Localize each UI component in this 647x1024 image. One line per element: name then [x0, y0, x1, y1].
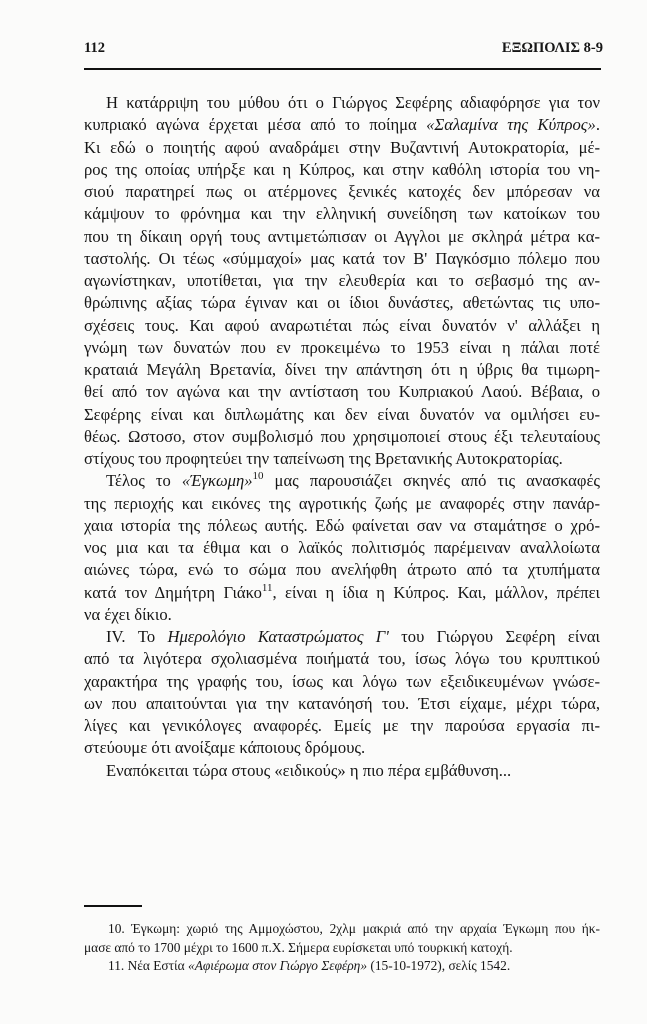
text-line — [84, 939, 600, 958]
text-segment: στεύουμε ότι ανοίξαμε κάποιους δρόμους. — [84, 738, 366, 758]
text-segment: κραταιά Μεγάλη Βρετανία, δίνει την απάντηση ότι η ύβρις θα τιμωρη- — [84, 360, 600, 379]
text-segment: 10. Έγκωμη: χωριό της Αμμοχώστου, 2χλμ μακριά από την αρχαία Έγκωμη που ήκ- — [108, 921, 600, 936]
text-segment: Κι εδώ ο ποιητής αφού αναδράμει στην Βυζαντινή Αυτοκρατορία, μέ- — [84, 137, 600, 157]
text-segment: Σεφέρης είναι και διπλωμάτης και δεν είναι δυνατόν να ομιλήσει ευ- — [84, 404, 600, 424]
text-line — [84, 537, 600, 559]
text-line — [84, 559, 600, 581]
text-line — [84, 359, 600, 381]
footnotes — [84, 920, 600, 976]
text-line — [84, 404, 600, 426]
text-segment: σχέσεις τους. Και αφού αναρωτιέται πώς είναι δυνατόν ν' αλλάξει η — [84, 315, 600, 335]
text-line — [84, 737, 600, 759]
text-line — [84, 248, 600, 270]
text-line — [84, 92, 600, 114]
text-segment: αιώνες τώρα, ενώ το σώμα που ανελήφθη άτρωτο από τα χτυπήματα — [84, 560, 600, 580]
text-segment: θεί από τον αγώνα και την αντίσταση του Κυπριακού Λαού. Βέβαια, ο — [84, 382, 600, 402]
paragraph — [84, 92, 600, 470]
text-line — [84, 270, 600, 292]
footnote — [84, 957, 600, 976]
text-line — [84, 470, 600, 492]
text-segment: Εναπόκειται τώρα στους «ειδικούς» η πιο πέρα εμβάθυνση... — [106, 760, 512, 780]
italic-title: «Σαλαμίνα της Κύπρος» — [426, 115, 596, 135]
paragraph — [84, 760, 600, 782]
text-segment: Η κατάρριψη του μύθου ότι ο Γιώργος Σεφέρης αδιαφόρησε για τον — [106, 93, 600, 112]
text-line — [84, 493, 600, 515]
text-line — [84, 604, 600, 626]
text-line — [84, 648, 600, 670]
text-line — [84, 203, 600, 225]
text-segment: χαρακτήρα της γραφής του, ίσως και λόγω των εξειδικευμένων γνώσε- — [84, 671, 600, 691]
text-segment: της περιοχής και εικόνες της αγροτικής ζωής με αναφορές στην πανάρ- — [84, 493, 600, 513]
text-segment: κυπριακό αγώνα έρχεται μέσα από το ποίημα — [84, 115, 427, 135]
text-segment: IV. Το — [106, 627, 168, 646]
text-line — [84, 315, 600, 337]
text-segment: από τα λιγότερα σχολιασμένα ποιήματά του, ίσως λόγω του κρυπτικού — [84, 649, 600, 669]
text-segment: 11. Νέα Εστία — [108, 958, 188, 974]
text-segment: χαια ιστορία της πόλεως αυτής. Εδώ φαίνεται σαν να σταμάτησε ο χρό- — [84, 515, 600, 535]
text-segment: Τέλος το — [106, 471, 182, 491]
text-line — [84, 760, 600, 782]
body-text — [84, 92, 600, 782]
text-segment: ων που απαιτούνται για την κατανόησή του. Έτσι είχαμε, μέχρι τώρα, — [84, 693, 600, 713]
text-line — [84, 448, 600, 470]
text-segment: κάμψουν το φρόνημα και την ελληνική συνείδηση των κατοίκων του — [84, 204, 600, 224]
text-segment: ρος της οποίας υπήρξε και η Κύπρος, και στην καθόλη ιστορία του νη- — [84, 159, 600, 179]
text-segment: ταστολής. Οι τέως «σύμμαχοί» μας κατά τον Β' Παγκόσμιο πόλεμο που — [84, 248, 600, 268]
text-segment: μας παρουσιάζει σκηνές από τις ανασκαφές — [263, 471, 600, 491]
text-segment: σιού παρατηρεί πως οι ατέρμονες ξενικές κατοχές δεν μπόρεσαν να — [84, 182, 600, 201]
text-segment: αγωνίστηκαν, υποτίθεται, για την ελευθερία και το σεβασμό της αν- — [84, 271, 600, 290]
text-line — [84, 582, 600, 604]
italic-title: «Αφιέρωμα στον Γιώργο Σεφέρη» — [188, 958, 368, 974]
text-line — [84, 920, 600, 939]
header-rule — [84, 68, 601, 70]
paragraph — [84, 470, 600, 626]
text-line — [84, 114, 600, 136]
text-segment: κατά τον Δημήτρη Γιάκο — [84, 582, 262, 602]
page-number: 112 — [84, 40, 105, 56]
text-segment: που τη δίκαιη οργή τους αντιμετώπισαν οι Αγγλοι με σκληρά μέτρα κα- — [84, 226, 600, 246]
text-line — [84, 137, 600, 159]
text-line — [84, 515, 600, 537]
running-head: ΕΞΩΠΟΛΙΣ 8-9 — [501, 40, 603, 56]
text-segment: στίχους του προφητεύει την ταπείνωση της Βρετανικής Αυτοκρατορίας. — [84, 449, 563, 468]
text-segment: . — [595, 115, 600, 135]
text-line — [84, 337, 600, 359]
footnote-rule — [84, 905, 142, 907]
text-segment: γνώμη των δυνατών που εν προκειμένω το 1953 είναι η πάλαι ποτέ — [84, 337, 600, 357]
text-segment: να έχει δίκιο. — [84, 604, 172, 624]
text-line — [84, 957, 600, 976]
text-line — [84, 626, 600, 648]
text-line — [84, 181, 600, 203]
text-segment: θέως. Ωστοσο, στον συμβολισμό που χρησιμοποιεί στους έξι τελευταίους — [84, 426, 600, 446]
text-line — [84, 693, 600, 715]
text-segment: του Γιώργου Σεφέρη είναι — [388, 627, 601, 646]
text-segment: , είναι η ίδια η Κύπρος. Και, μάλλον, πρέπει — [272, 582, 601, 602]
text-line — [84, 159, 600, 181]
text-line — [84, 426, 600, 448]
text-segment: μασε από το 1700 μέχρι το 1600 π.Χ. Σήμερα ευρίσκεται υπό τουρκική κατοχή. — [84, 939, 513, 955]
footnote-reference: 11 — [261, 581, 273, 594]
text-segment: νος μια και τα έθιμα και ο λαϊκός πολιτισμός παρέμειναν αναλλοίωτα — [84, 538, 600, 557]
footnote-reference: 10 — [252, 470, 264, 483]
text-line — [84, 292, 600, 314]
text-line — [84, 671, 600, 693]
italic-title: «Έγκωμη» — [181, 471, 253, 491]
text-line — [84, 381, 600, 403]
text-line — [84, 715, 600, 737]
footnote — [84, 920, 600, 957]
text-segment: (15-10-1972), σελίς 1542. — [367, 958, 511, 974]
text-segment: λίγες και γενικόλογες αναφορές. Εμείς με την παρούσα εργασία πι- — [84, 716, 600, 735]
paragraph — [84, 626, 600, 760]
italic-title: Ημερολόγιο Καταστρώματος Γ' — [167, 627, 389, 646]
text-line — [84, 226, 600, 248]
text-segment: θρώπινης αξίας τώρα έγιναν και οι ίδιοι δυνάστες, αθετώντας τις υπο- — [84, 293, 600, 313]
